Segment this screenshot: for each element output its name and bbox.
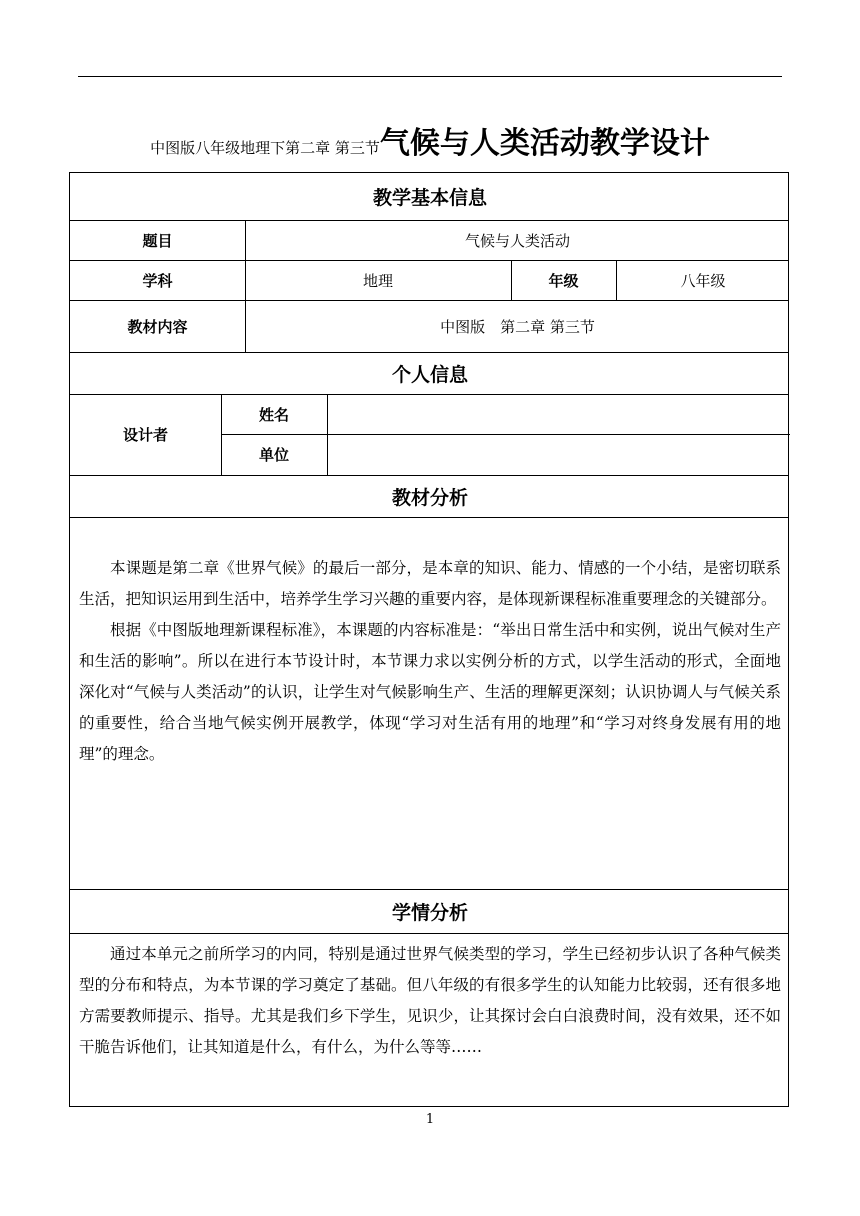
basic-info-heading: 教学基本信息	[372, 187, 487, 209]
unit-label: 单位	[258, 446, 289, 464]
title-prefix: 中图版八年级地理下第二章 第三节	[150, 139, 380, 157]
topic-label: 题目	[142, 231, 173, 250]
header-rule	[78, 76, 782, 77]
grade-label: 年级	[548, 271, 579, 290]
personal-info-heading: 个人信息	[391, 363, 468, 386]
grade-value: 八年级	[680, 271, 726, 290]
row-divider	[70, 517, 788, 518]
row-divider	[70, 933, 788, 934]
material-analysis-body	[79, 553, 781, 770]
learner-analysis-body	[79, 939, 781, 1063]
material-analysis-heading: 教材分析	[391, 486, 468, 509]
lesson-plan-table	[69, 172, 789, 1107]
document-title	[0, 118, 860, 162]
unit-field	[327, 434, 790, 475]
learner-analysis-paragraph: 通过本单元之前所学习的内同，特别是通过世界气候类型的学习，学生已经初步认识了各种气候类型的分布和特点，为本节课的学习奠定了基础。但八年级的有很多学生的认知能力比较弱，还有很多地方需要教师提示、指导。尤其是我们乡下学生，见识少，让其探讨会白白浪费时间，没有效果，还不如干脆告诉他们，让其知道是什么，有什么，为什么等等……	[79, 945, 781, 1056]
subject-value: 地理	[362, 271, 393, 290]
name-field	[327, 394, 790, 434]
material-value: 中图版 第二章 第三节	[440, 317, 595, 336]
learner-analysis-heading: 学情分析	[391, 901, 468, 924]
material-label: 教材内容	[127, 317, 188, 336]
title-main: 气候与人类活动教学设计	[379, 126, 710, 161]
material-analysis-paragraph: 根据《中图版地理新课程标准》，本课题的内容标准是：“举出日常生活中和实例，说出气候对生产和生活的影响”。所以在进行本节设计时，本节课力求以实例分析的方式，以学生活动的形式，全面地深化对“气候与人类活动”的认识，让学生对气候影响生产、生活的理解更深刻；认识协调人与气候关系的重要性，给合当地气候实例开展教学，体现“学习对生活有用的地理”和“学习对终身发展有用的地理”的理念。	[79, 621, 781, 763]
subject-label: 学科	[142, 271, 173, 290]
designer-label: 设计者	[122, 426, 168, 444]
name-label: 姓名	[258, 405, 289, 424]
material-analysis-paragraph: 本课题是第二章《世界气候》的最后一部分，是本章的知识、能力、情感的一个小结，是密切联系生活，把知识运用到生活中，培养学生学习兴趣的重要内容，是体现新课程标准重要理念的关键部分。	[79, 559, 781, 608]
page-number: 1	[425, 1112, 435, 1127]
topic-value: 气候与人类活动	[464, 231, 570, 250]
